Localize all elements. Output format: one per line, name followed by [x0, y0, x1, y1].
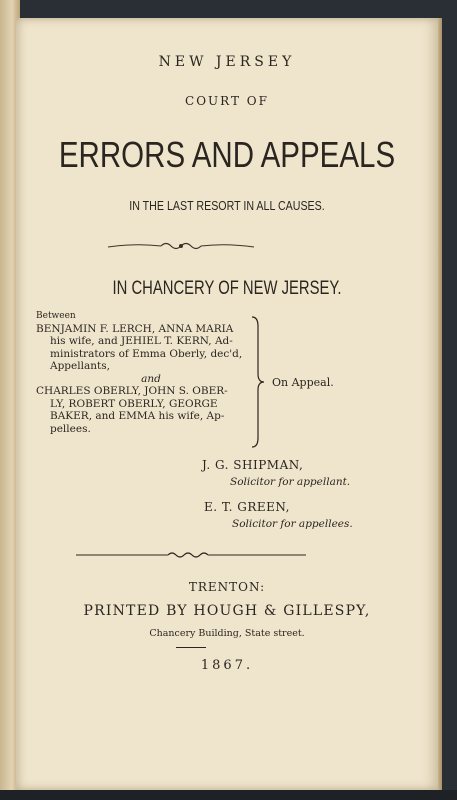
ornament-divider — [106, 240, 256, 252]
scan-background — [0, 790, 457, 800]
jurisdiction-line: IN THE LAST RESORT IN ALL CAUSES. — [129, 198, 325, 213]
court-name-heading: ERRORS AND APPEALS — [58, 134, 396, 175]
solicitor-role: Solicitor for appellant. — [230, 476, 351, 488]
appellant-line: Appellants, — [50, 360, 110, 372]
court-of-heading: COURT OF — [185, 94, 269, 108]
state-heading: NEW JERSEY — [158, 54, 296, 70]
appellee-line: BAKER, and EMMA his wife, Ap- — [50, 410, 225, 422]
parties-block — [36, 310, 266, 435]
venue-heading: IN CHANCERY OF NEW JERSEY. — [112, 278, 342, 299]
imprint-city: TRENTON: — [188, 580, 266, 594]
appellant-line: ministrators of Emma Oberly, dec'd, — [50, 347, 243, 360]
appeal-status: On Appeal. — [272, 376, 334, 389]
appellee-line: CHARLES OBERLY, JOHN S. OBER- — [36, 385, 228, 397]
imprint-printer: PRINTED BY HOUGH & GILLESPY, — [83, 603, 371, 619]
imprint-year: 1867. — [200, 658, 254, 673]
and-label: and — [141, 372, 161, 385]
appellant-line: his wife, and JEHIEL T. KERN, Ad- — [50, 335, 233, 347]
solicitor-name: E. T. GREEN, — [204, 500, 290, 514]
brace-icon — [250, 316, 266, 448]
divider — [176, 647, 206, 648]
title-page — [16, 18, 438, 790]
appellee-line: LY, ROBERT OBERLY, GEORGE — [50, 397, 218, 410]
solicitor-role: Solicitor for appellees. — [232, 518, 353, 530]
between-label: Between — [36, 311, 76, 321]
imprint-address: Chancery Building, State street. — [149, 628, 305, 639]
appellee-line: pellees. — [50, 422, 91, 435]
solicitor-name: J. G. SHIPMAN, — [202, 458, 304, 472]
ornament-rule — [76, 551, 306, 559]
appellant-line: BENJAMIN F. LERCH, ANNA MARIA — [36, 322, 234, 335]
